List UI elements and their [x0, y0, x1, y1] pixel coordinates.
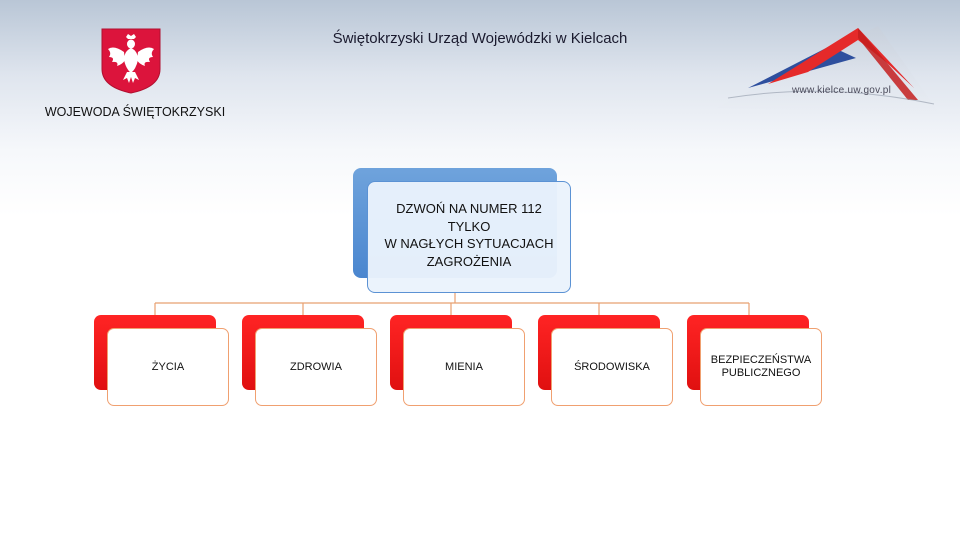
child-node-box [700, 328, 822, 406]
child-node-label: ŚRODOWISKA [574, 360, 650, 373]
white-eagle-emblem-icon [100, 27, 162, 95]
root-line: W NAGŁYCH SYTUACJACH [384, 236, 554, 251]
root-line: ZAGROŻENIA [426, 253, 512, 269]
logo-url-text: www.kielce.uw.gov.pl [792, 85, 892, 96]
child-node-label: ŻYCIA [151, 360, 185, 373]
organization-title: Świętokrzyski Urząd Wojewódzki w Kielcach [332, 30, 628, 47]
child-node-mienia [390, 315, 526, 407]
child-node-label: BEZPIECZEŃSTWA PUBLICZNEGO [710, 354, 812, 379]
child-node-label: ZDROWIA [290, 360, 342, 373]
child-node-bezpieczenstwa [687, 315, 823, 407]
child-node-label: MIENIA [445, 360, 483, 373]
root-line: TYLKO [447, 218, 491, 234]
child-node-box [551, 328, 673, 406]
child-node-box [403, 328, 525, 406]
root-node [367, 181, 571, 293]
child-node-srodowiska [538, 315, 674, 407]
child-node-zdrowia [242, 315, 378, 407]
child-node-box [107, 328, 229, 406]
root-line: DZWOŃ NA NUMER 112 [396, 201, 542, 216]
mountain-logo-icon [708, 22, 940, 114]
voivode-label: WOJEWODA ŚWIĘTOKRZYSKI [44, 105, 226, 119]
root-node-text [384, 200, 553, 270]
child-node-zycia [94, 315, 230, 407]
child-node-box [255, 328, 377, 406]
